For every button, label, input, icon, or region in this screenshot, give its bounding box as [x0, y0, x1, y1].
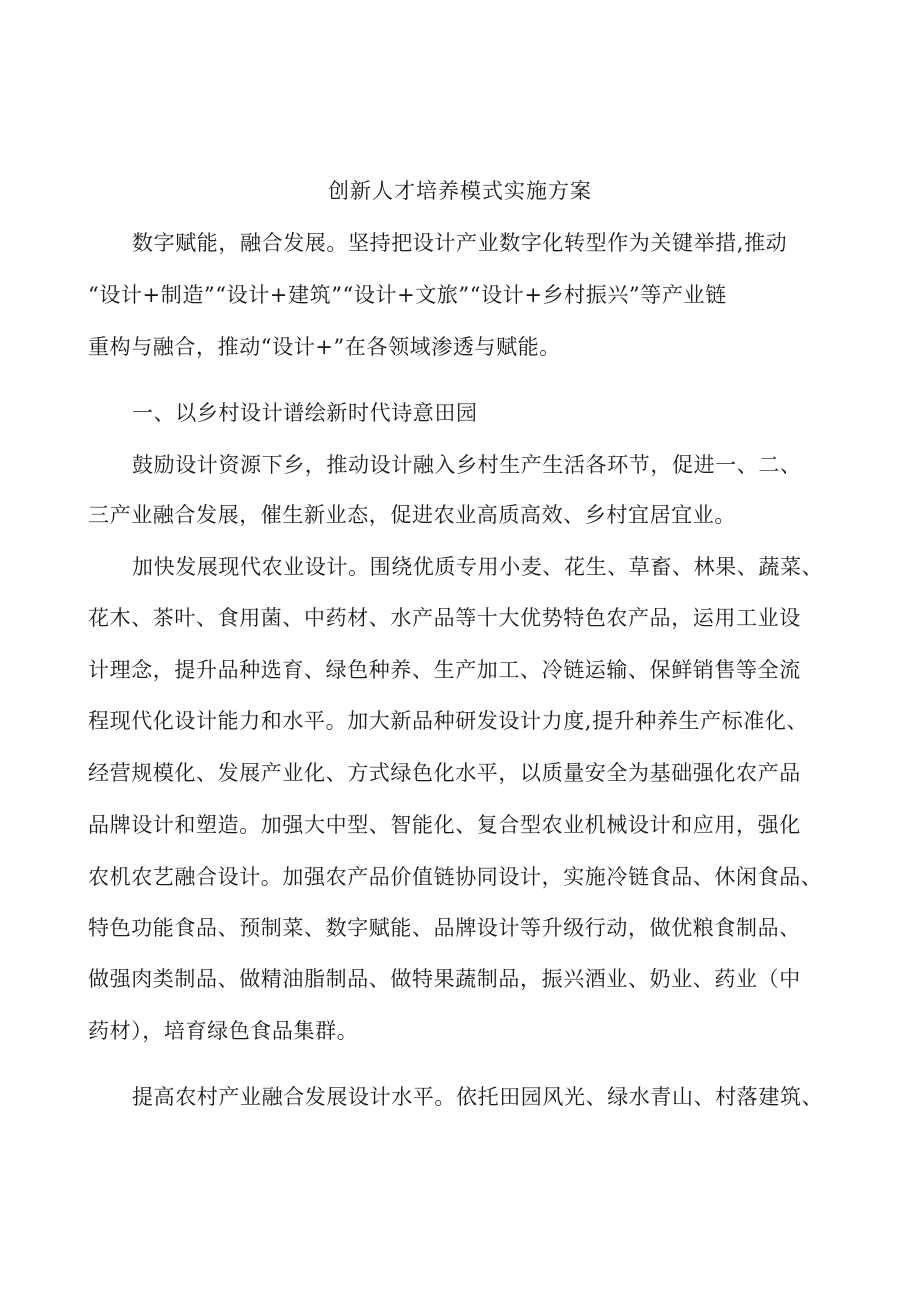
- intro-line-2: “设计+制造”“设计+建筑”“设计+文旅”“设计+乡村振兴”等产业链: [88, 283, 727, 307]
- para1-line-2: 三产业融合发展，催生新业态，促进农业高质高效、乡村宜居宜业。: [88, 503, 736, 527]
- para2-line-6: 品牌设计和塑造。加强大中型、智能化、复合型农业机械设计和应用，强化: [88, 813, 801, 837]
- intro-line-1: 数字赋能，融合发展。坚持把设计产业数字化转型作为关键举措,推动: [132, 231, 788, 255]
- para2-line-4: 程现代化设计能力和水平。加大新品种研发设计力度,提升种养生产标准化、: [88, 709, 809, 733]
- para2-line-2: 花木、茶叶、食用菌、中药材、水产品等十大优势特色农产品，运用工业设: [88, 606, 801, 630]
- para3-line-1: 提高农村产业融合发展设计水平。依托田园风光、绿水青山、村落建筑、: [132, 1085, 824, 1109]
- document-title: 创新人才培养模式实施方案: [328, 179, 592, 203]
- para2-line-10: 药材），培育绿色食品集群。: [88, 1019, 359, 1043]
- para2-line-3: 计理念，提升品种选育、绿色种养、生产加工、冷链运输、保鲜销售等全流: [88, 658, 801, 682]
- intro-line-3: 重构与融合，推动“设计+”在各领域渗透与赋能。: [88, 335, 561, 359]
- para1-line-1: 鼓励设计资源下乡，推动设计融入乡村生产生活各环节，促进一、二、: [132, 453, 802, 477]
- para2-line-8: 特色功能食品、预制菜、数字赋能、品牌设计等升级行动，做优粮食制品、: [88, 916, 801, 940]
- para2-line-7: 农机农艺融合设计。加强农产品价值链协同设计，实施冷链食品、休闲食品、: [88, 865, 823, 889]
- para2-line-5: 经营规模化、发展产业化、方式绿色化水平，以质量安全为基础强化农产品: [88, 761, 801, 785]
- para2-line-9: 做强肉类制品、做精油脂制品、做特果蔬制品，振兴酒业、奶业、药业（中: [88, 967, 801, 991]
- para2-line-1: 加快发展现代农业设计。围绕优质专用小麦、花生、草畜、林果、蔬菜、: [132, 555, 824, 579]
- section-heading: 一、以乡村设计谱绘新时代诗意田园: [132, 401, 478, 425]
